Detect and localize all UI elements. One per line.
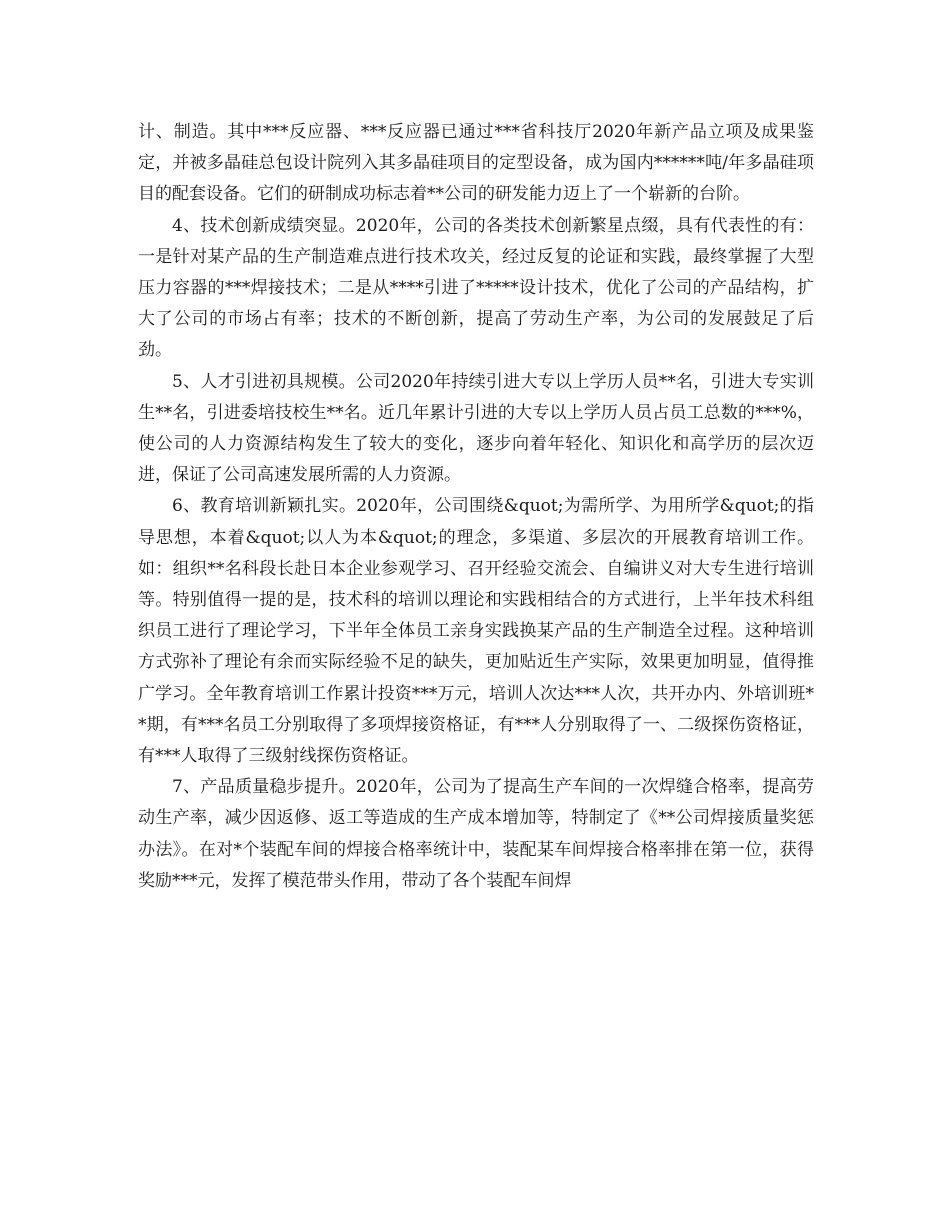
paragraph-tech-innovation: 4、技术创新成绩突显。2020年，公司的各类技术创新繁星点缀，具有代表性的有：一是针对某产品的生产制造难点进行技术攻关，经过反复的论证和实践，最终掌握了大型压力容器的***焊接技术；二是从****引进了*****设计技术，优化了公司的产品结构，扩大了公司的市场占有率；技术的不断创新，提高了劳动生产率，为公司的发展鼓足了后劲。 xyxy=(138,215,814,361)
document-body xyxy=(138,117,814,897)
paragraph-talent-recruitment: 5、人才引进初具规模。公司2020年持续引进大专以上学历人员**名，引进大专实训生**名，引进委培技校生**名。近几年累计引进的大专以上学历人员占员工总数的***%，使公司的人力资源结构发生了较大的变化，逐步向着年轻化、知识化和高学历的层次迈进，保证了公司高速发展所需的人力资源。 xyxy=(138,371,814,486)
paragraph-education-training: 6、教育培训新颖扎实。2020年，公司围绕&quot;为需所学、为用所学&quot;的指导思想，本着&quot;以人为本&quot;的理念，多渠道、多层次的开展教育培训工作。如：组织**名科段长赴日本企业参观学习、召开经验交流会、自编讲义对大专生进行培训等。特别值得一提的是，技术科的培训以理论和实践相结合的方式进行，上半年技术科组织员工进行了理论学习，下半年全体员工亲身实践换某产品的生产制造全过程。这种培训方式弥补了理论有余而实际经验不足的缺失，更加贴近生产实际，效果更加明显，值得推广学习。全年教育培训工作累计投资***万元，培训人次达***人次，共开办内、外培训班**期，有***名员工分别取得了多项焊接资格证，有***人分别取得了一、二级探伤资格证，有***人取得了三级射线探伤资格证。 xyxy=(138,496,814,767)
paragraph-continued: 计、制造。其中***反应器、***反应器已通过***省科技厅2020年新产品立项及成果鉴定，并被多晶硅总包设计院列入其多晶硅项目的定型设备，成为国内******吨/年多晶硅项目的配套设备。它们的研制成功标志着**公司的研发能力迈上了一个崭新的台阶。 xyxy=(138,122,814,205)
paragraph-product-quality: 7、产品质量稳步提升。2020年，公司为了提高生产车间的一次焊缝合格率，提高劳动生产率，减少因返修、返工等造成的生产成本增加等，特制定了《**公司焊接质量奖惩办法》。在对*个装配车间的焊接合格率统计中，装配某车间焊接合格率排在第一位，获得奖励***元，发挥了模范带头作用，带动了各个装配车间焊 xyxy=(138,777,814,891)
